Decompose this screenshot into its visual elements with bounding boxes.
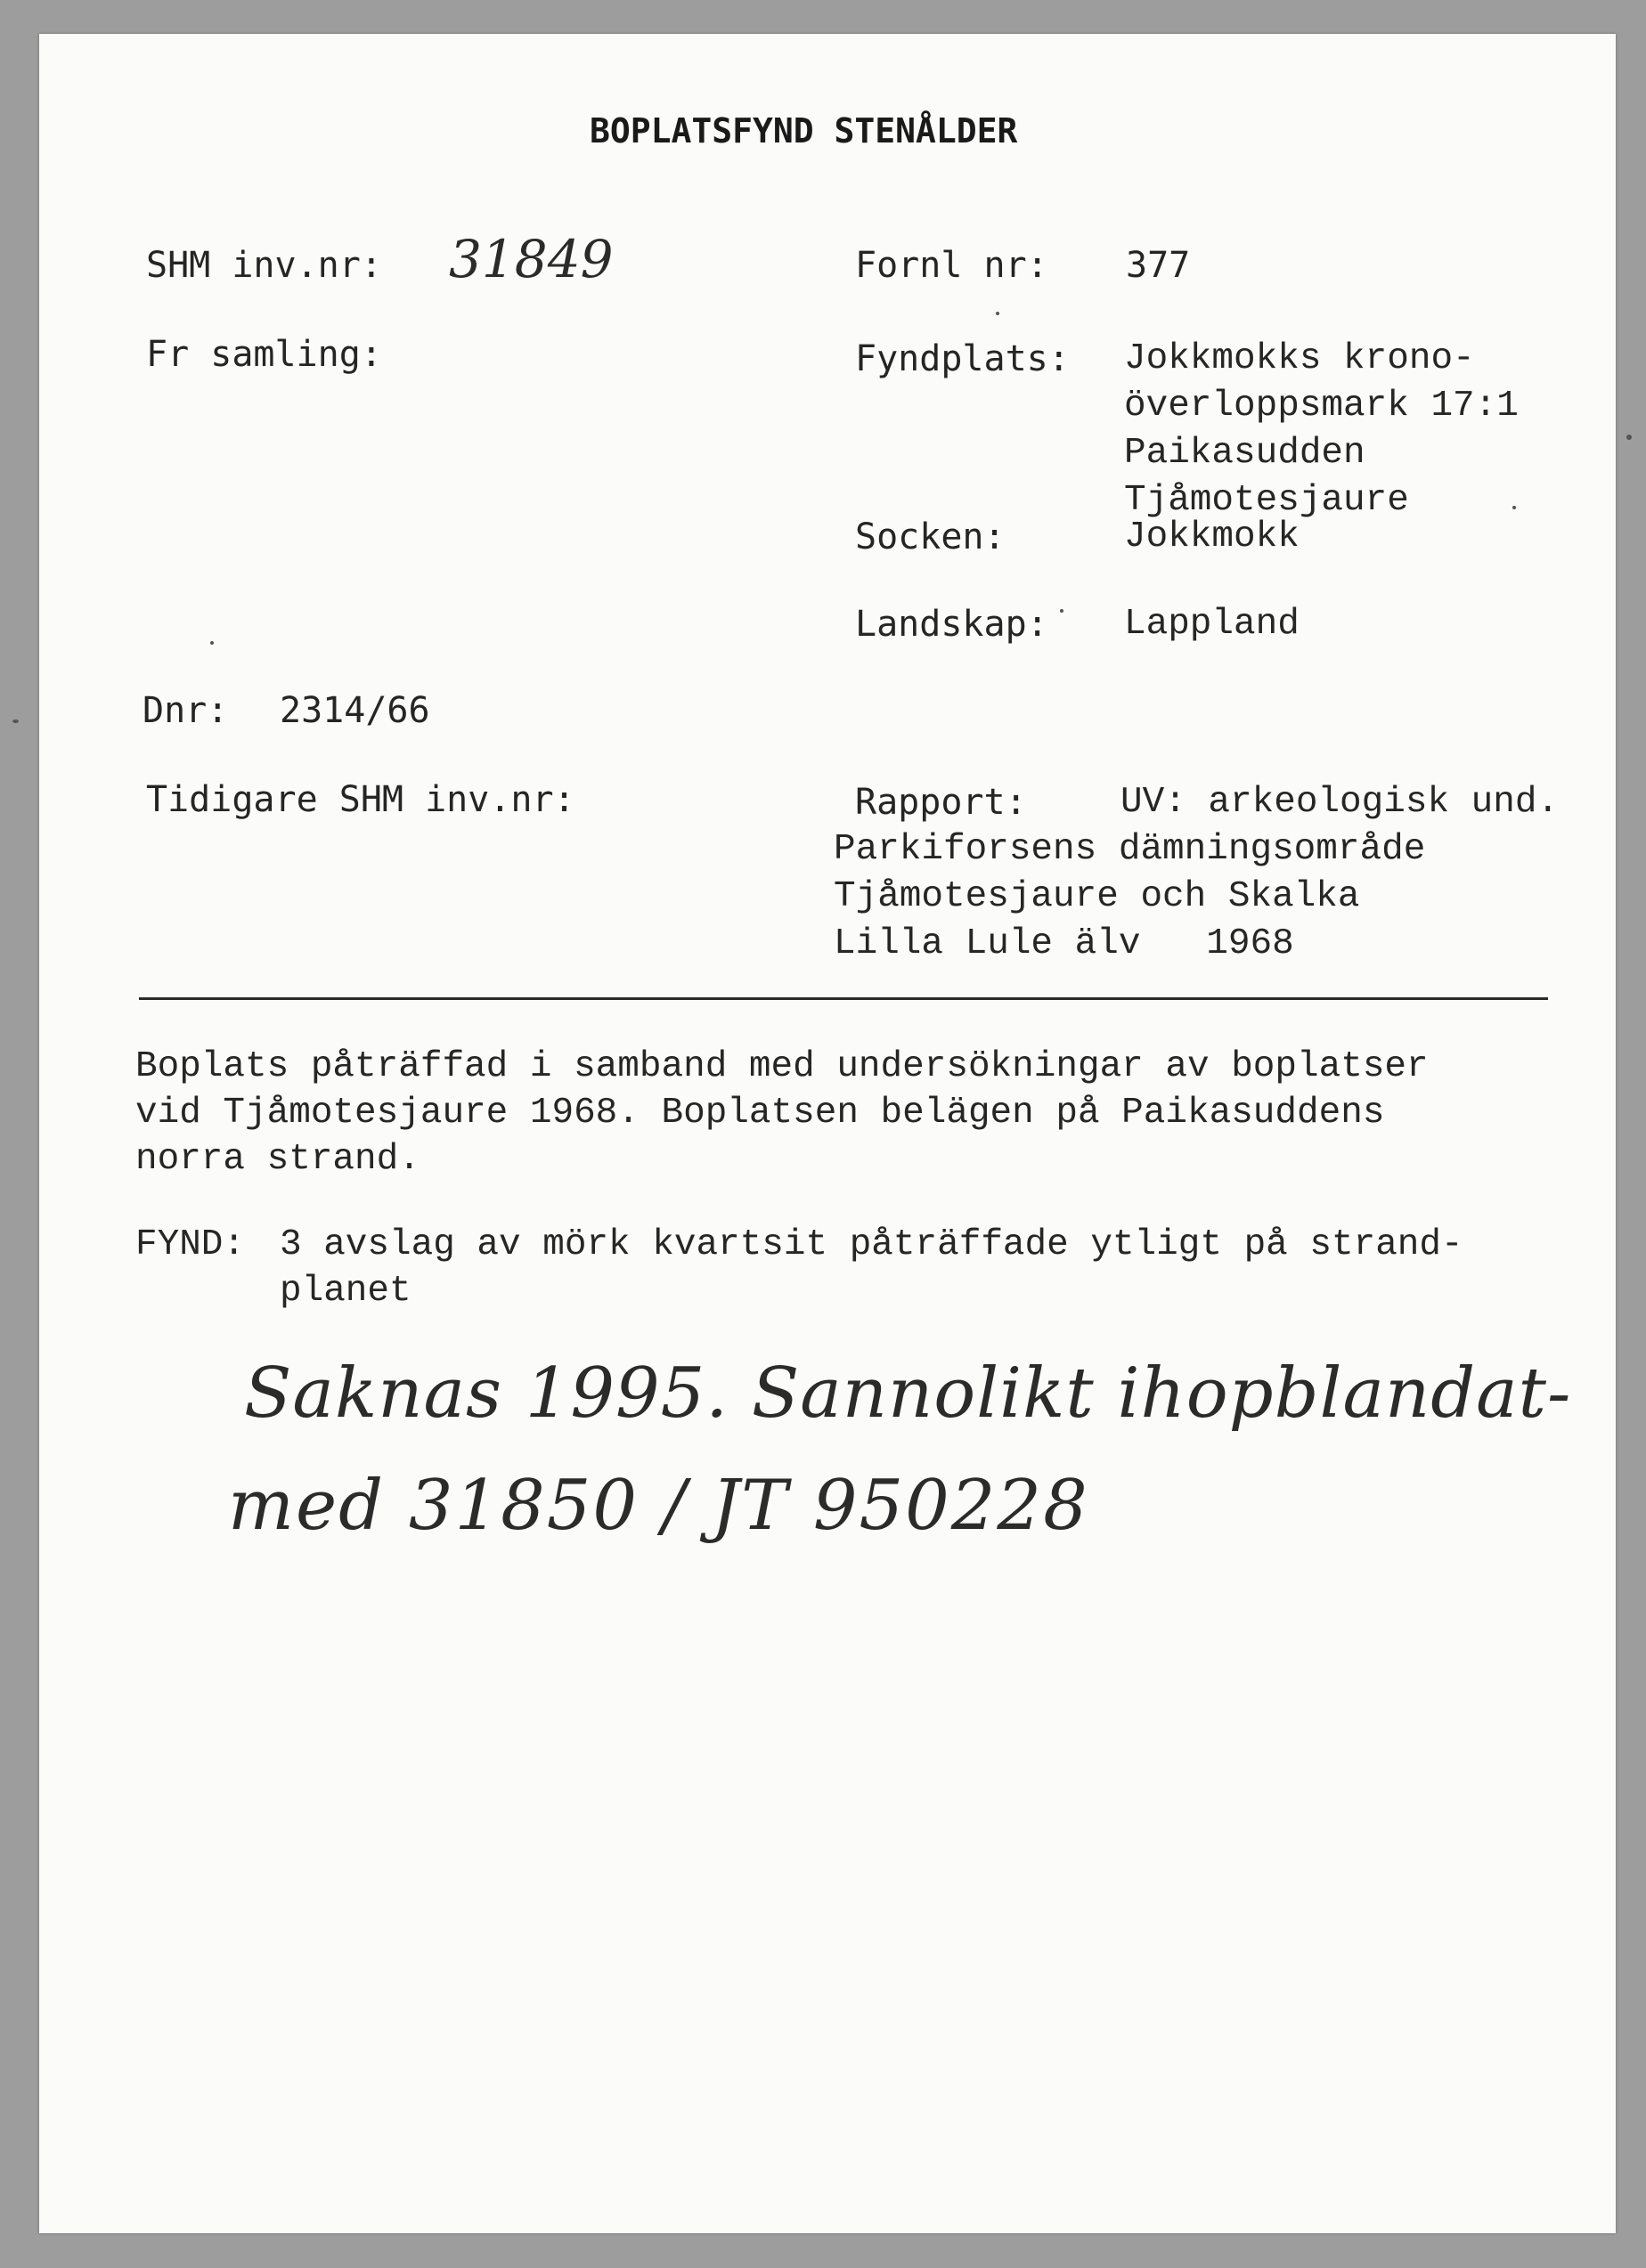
description-line: Boplats påträffad i samband med undersökningar av boplatser (135, 1046, 1429, 1087)
catalog-card (39, 34, 1616, 2233)
divider-line (139, 997, 1548, 1000)
rapport-label: Rapport: (855, 782, 1027, 823)
rapport-first-line: UV: arkeologisk und. (1120, 782, 1560, 823)
fornl-label: Fornl nr: (855, 245, 1048, 286)
dnr-label: Dnr: (143, 690, 229, 731)
socken-value: Jokkmokk (1124, 516, 1300, 557)
rapport-line: Lilla Lule älv 1968 (834, 923, 1294, 964)
description-line: norra strand. (135, 1139, 420, 1180)
fyndplats-line: Jokkmokks krono- (1124, 338, 1475, 379)
socken-label: Socken: (855, 516, 1006, 557)
fyndplats-line: överloppsmark 17:1 (1124, 386, 1519, 427)
scan-speck (210, 641, 214, 645)
scan-speck (1512, 506, 1516, 509)
fr-samling-label: Fr samling: (146, 334, 382, 375)
description-line: vid Tjåmotesjaure 1968. Boplatsen belägen på Paikasuddens (135, 1093, 1385, 1134)
tidigare-shm-label: Tidigare SHM inv.nr: (146, 779, 575, 820)
landskap-label: Landskap: (855, 604, 1048, 645)
landskap-value: Lappland (1124, 604, 1300, 645)
rapport-line: Parkiforsens dämningsområde (834, 829, 1426, 870)
fornl-value: 377 (1126, 245, 1191, 286)
fyndplats-line: Tjåmotesjaure (1124, 480, 1409, 521)
rapport-line: Tjåmotesjaure och Skalka (834, 876, 1360, 917)
scan-speck (1626, 435, 1632, 440)
scan-speck (996, 312, 999, 315)
fynd-line: 3 avslag av mörk kvartsit påträffade ytligt på strand- (280, 1224, 1463, 1265)
fynd-label: FYND: (135, 1224, 246, 1265)
fyndplats-label: Fyndplats: (855, 338, 1070, 379)
handwritten-note-line: Saknas 1995. Sannolikt ihopblandat- (244, 1353, 1572, 1434)
fyndplats-line: Paikasudden (1124, 433, 1365, 474)
shm-inv-value: 31849 (449, 229, 614, 289)
fynd-line: planet (280, 1271, 412, 1312)
dnr-value: 2314/66 (280, 690, 430, 731)
shm-inv-label: SHM inv.nr: (146, 245, 382, 286)
scan-speck (12, 719, 19, 723)
card-title: BOPLATSFYND STENÅLDER (590, 111, 1018, 150)
handwritten-note-line: med 31850 / JT 950228 (228, 1466, 1089, 1546)
scan-speck (1060, 609, 1063, 613)
